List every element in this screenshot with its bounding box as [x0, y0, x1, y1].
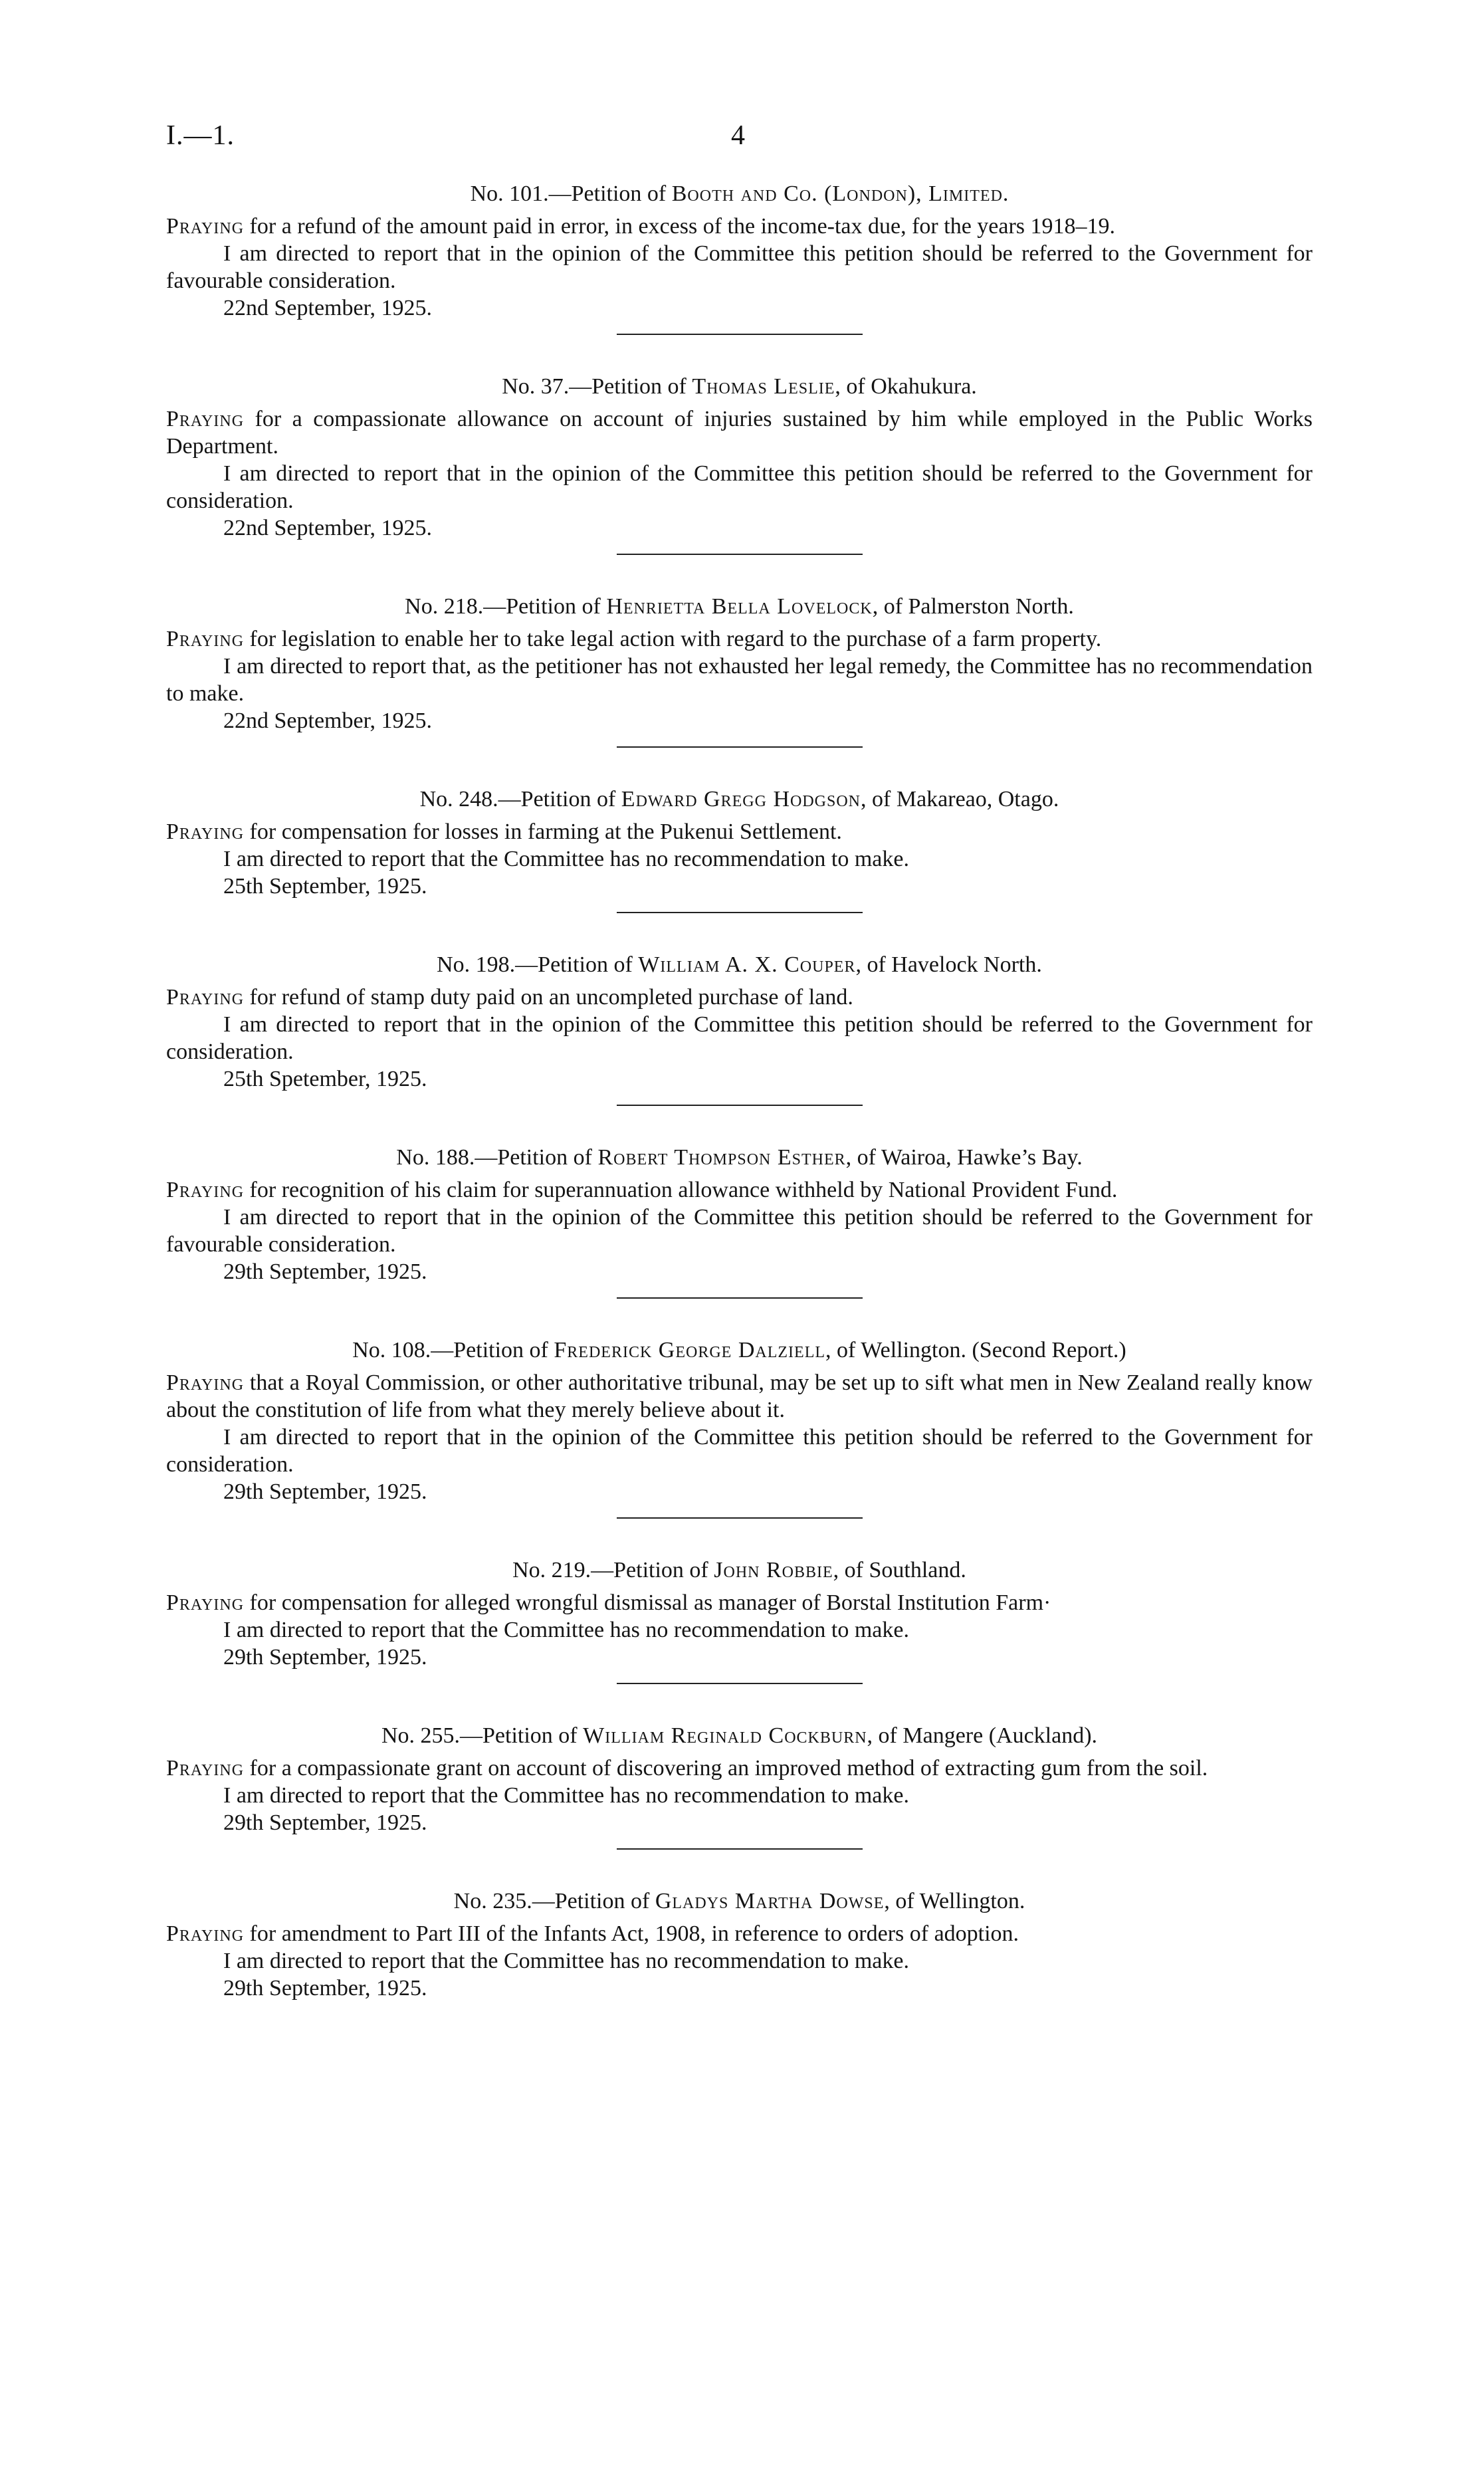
petitioner-name: William A. X. Couper	[638, 952, 856, 977]
petition-entry	[166, 179, 1313, 335]
petition-number: No. 198.—Petition of	[437, 952, 639, 977]
petitioner-name: Frederick George Dalziell	[554, 1338, 826, 1362]
petitioner-name: Thomas Leslie	[692, 374, 835, 399]
report-date: 29th September, 1925.	[223, 1259, 427, 1284]
praying-lead: Praying	[166, 1178, 245, 1202]
petition-title	[166, 179, 1313, 209]
petitioner-name: Edward Gregg Hodgson	[621, 787, 861, 812]
petition-number: No. 235.—Petition of	[453, 1889, 655, 1913]
praying-text: for legislation to enable her to take legal action with regard to the purchase of a farm property.	[244, 627, 1102, 651]
report-date: 22nd September, 1925.	[223, 516, 433, 540]
praying-lead: Praying	[166, 627, 245, 651]
petition-entry	[166, 950, 1313, 1106]
section-divider	[617, 1517, 863, 1519]
praying-text: for a refund of the amount paid in error, in excess of the income-tax due, for the years 1918–19.	[244, 214, 1116, 239]
committee-report: I am directed to report that the Committee has no recommendation to make.	[223, 1783, 909, 1808]
praying-paragraph	[166, 984, 1313, 1011]
praying-paragraph	[166, 1176, 1313, 1204]
petitioner-location: , of Southland.	[833, 1558, 966, 1582]
section-divider	[617, 334, 863, 335]
petition-number: No. 108.—Petition of	[352, 1338, 554, 1362]
petition-title	[166, 1143, 1313, 1172]
petitioner-name: Henrietta Bella Lovelock	[606, 594, 873, 619]
report-date: 25th September, 1925.	[223, 874, 427, 899]
section-divider	[617, 912, 863, 913]
report-date: 29th September, 1925.	[223, 1810, 427, 1835]
petition-entry	[166, 1721, 1313, 1850]
report-date: 29th September, 1925.	[223, 1976, 427, 2001]
praying-paragraph	[166, 1755, 1313, 1782]
report-date: 25th Spetember, 1925.	[223, 1067, 427, 1091]
praying-paragraph	[166, 625, 1313, 653]
petition-title	[166, 1556, 1313, 1585]
petition-number: No. 255.—Petition of	[381, 1723, 583, 1748]
praying-lead: Praying	[166, 214, 245, 239]
petition-entry	[166, 1887, 1313, 2002]
praying-lead: Praying	[166, 407, 245, 431]
praying-paragraph	[166, 213, 1313, 240]
petition-entry	[166, 372, 1313, 555]
petitioner-location: , of Wellington. (Second Report.)	[825, 1338, 1126, 1362]
praying-paragraph	[166, 1589, 1313, 1616]
petition-title	[166, 372, 1313, 401]
petitioner-location: , of Wairoa, Hawke’s Bay.	[845, 1145, 1083, 1170]
petitioner-name: Robert Thompson Esther	[597, 1145, 846, 1170]
petition-entry	[166, 592, 1313, 748]
petitioner-location: , of Makareao, Otago.	[861, 787, 1059, 812]
petitioner-name: William Reginald Cockburn	[583, 1723, 867, 1748]
petitioner-location: , of Palmerston North.	[872, 594, 1074, 619]
petitioner-location: , of Okahukura.	[835, 374, 977, 399]
petition-title	[166, 950, 1313, 980]
document-reference: I.—1.	[166, 120, 235, 151]
petitioner-location: .	[1002, 181, 1009, 206]
committee-report: I am directed to report that in the opinion of the Committee this petition should be referred to the Government for favourable consideration.	[166, 241, 1313, 293]
petition-number: No. 101.—Petition of	[470, 181, 672, 206]
section-divider	[617, 1848, 863, 1850]
report-date: 29th September, 1925.	[223, 1645, 427, 1670]
page-number: 4	[731, 120, 745, 151]
praying-lead: Praying	[166, 1921, 245, 1946]
committee-report: I am directed to report that in the opinion of the Committee this petition should be referred to the Government for favourable consideration.	[166, 1205, 1313, 1257]
petitioner-location: , of Wellington.	[884, 1889, 1025, 1913]
praying-text: for a compassionate grant on account of discovering an improved method of extracting gum from the soil.	[244, 1756, 1208, 1781]
petition-entry	[166, 1556, 1313, 1684]
section-divider	[617, 1105, 863, 1106]
praying-text: for compensation for losses in farming at the Pukenui Settlement.	[244, 819, 842, 844]
section-divider	[617, 746, 863, 748]
section-divider	[617, 554, 863, 555]
praying-paragraph	[166, 1369, 1313, 1424]
petition-number: No. 248.—Petition of	[419, 787, 621, 812]
petition-list	[166, 179, 1313, 2002]
petition-number: No. 37.—Petition of	[502, 374, 692, 399]
committee-report: I am directed to report that, as the petitioner has not exhausted her legal remedy, the Committee has no recommendation to make.	[166, 654, 1313, 706]
petition-entry	[166, 1143, 1313, 1299]
committee-report: I am directed to report that the Committee has no recommendation to make.	[223, 1618, 909, 1642]
praying-text: for compensation for alleged wrongful dismissal as manager of Borstal Institution Farm·	[244, 1590, 1051, 1615]
praying-lead: Praying	[166, 819, 245, 844]
committee-report: I am directed to report that in the opinion of the Committee this petition should be referred to the Government for consideration.	[166, 1425, 1313, 1477]
petitioner-name: John Robbie	[714, 1558, 833, 1582]
petitioner-name: Booth and Co. (London), Limited	[671, 181, 1003, 206]
praying-text: for amendment to Part III of the Infants Act, 1908, in reference to orders of adoption.	[244, 1921, 1019, 1946]
praying-paragraph	[166, 405, 1313, 460]
petition-title	[166, 785, 1313, 814]
committee-report: I am directed to report that in the opinion of the Committee this petition should be referred to the Government for consideration.	[166, 1012, 1313, 1064]
report-date: 22nd September, 1925.	[223, 708, 433, 733]
petition-title	[166, 1336, 1313, 1365]
report-date: 29th September, 1925.	[223, 1479, 427, 1504]
petition-entry	[166, 1336, 1313, 1519]
petition-title	[166, 1887, 1313, 1916]
praying-text: that a Royal Commission, or other authoritative tribunal, may be set up to sift what men in New Zealand really know about the constitution of life from what they merely believe about it.	[166, 1370, 1313, 1422]
report-date: 22nd September, 1925.	[223, 296, 433, 320]
committee-report: I am directed to report that in the opinion of the Committee this petition should be referred to the Government for consideration.	[166, 461, 1313, 513]
praying-text: for a compassionate allowance on account of injuries sustained by him while employed in the Public Works Department.	[166, 407, 1313, 459]
petitioner-location: , of Havelock North.	[855, 952, 1042, 977]
praying-lead: Praying	[166, 1756, 245, 1781]
petition-entry	[166, 785, 1313, 913]
petition-number: No. 219.—Petition of	[512, 1558, 714, 1582]
committee-report: I am directed to report that the Committee has no recommendation to make.	[223, 1949, 909, 1973]
praying-lead: Praying	[166, 1590, 245, 1615]
petitioner-location: , of Mangere (Auckland).	[867, 1723, 1098, 1748]
praying-lead: Praying	[166, 985, 245, 1010]
petition-number: No. 188.—Petition of	[396, 1145, 598, 1170]
petition-title	[166, 592, 1313, 621]
petition-number: No. 218.—Petition of	[405, 594, 607, 619]
praying-text: for refund of stamp duty paid on an uncompleted purchase of land.	[244, 985, 853, 1010]
praying-paragraph	[166, 818, 1313, 845]
praying-text: for recognition of his claim for superannuation allowance withheld by National Provident Fund.	[244, 1178, 1118, 1202]
praying-lead: Praying	[166, 1370, 245, 1395]
petitioner-name: Gladys Martha Dowse	[655, 1889, 885, 1913]
praying-paragraph	[166, 1920, 1313, 1947]
section-divider	[617, 1683, 863, 1684]
section-divider	[617, 1297, 863, 1299]
petition-title	[166, 1721, 1313, 1751]
committee-report: I am directed to report that the Committee has no recommendation to make.	[223, 847, 909, 871]
